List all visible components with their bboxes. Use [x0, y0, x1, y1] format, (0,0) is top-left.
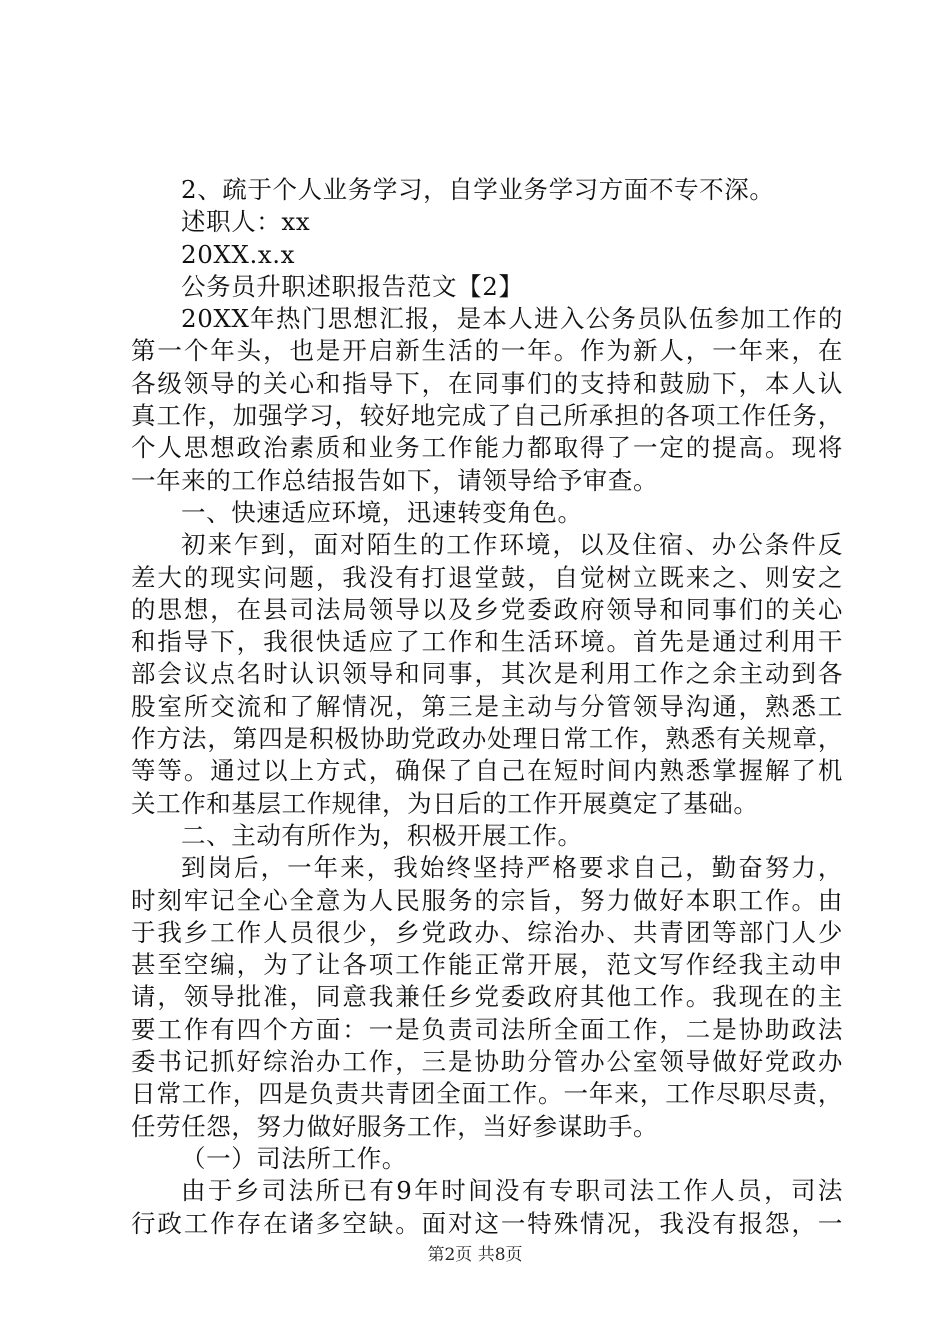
text-line: 2、疏于个人业务学习，自学业务学习方面不专不深。	[181, 175, 775, 204]
document-body	[131, 174, 843, 1240]
text-line: 关工作和基层工作规律，为日后的工作开展奠定了基础。	[131, 788, 759, 818]
text-line: 到岗后，一年来，我始终坚持严格要求自己，勤奋努力，	[181, 853, 843, 883]
text-line: 20XX.x.x	[181, 239, 296, 269]
text-line: 差大的现实问题，我没有打退堂鼓，自觉树立既来之、则安之	[131, 562, 843, 592]
page-footer: 第2页 共8页	[427, 1245, 523, 1265]
text-line: 任劳任怨，努力做好服务工作，当好参谋助手。	[131, 1111, 659, 1141]
text-line: 的思想，在县司法局领导以及乡党委政府领导和同事们的关心	[131, 594, 843, 624]
text-line: 述职人：xx	[181, 207, 311, 237]
text-line: 由于乡司法所已有9年时间没有专职司法工作人员，司法	[181, 1176, 843, 1206]
text-line: （一）司法所工作。	[181, 1143, 407, 1173]
text-line: 于我乡工作人员很少，乡党政办、综治办、共青团等部门人少	[131, 917, 843, 947]
text-line: 一、快速适应环境，迅速转变角色。	[181, 497, 583, 527]
text-line: 真工作，加强学习，较好地完成了自己所承担的各项工作任务，	[131, 401, 843, 431]
text-line: 20XX年热门思想汇报，是本人进入公务员队伍参加工作的	[181, 304, 843, 334]
text-line: 初来乍到，面对陌生的工作环境，以及住宿、办公条件反	[181, 530, 843, 560]
text-line: 一年来的工作总结报告如下，请领导给予审查。	[131, 465, 659, 495]
text-line: 作方法，第四是积极协助党政办处理日常工作，熟悉有关规章，	[131, 724, 843, 754]
text-line: 公务员升职述职报告范文【2】	[181, 271, 524, 301]
text-line: 委书记抓好综治办工作，三是协助分管办公室领导做好党政办	[131, 1047, 843, 1077]
text-line: 甚至空编，为了让各项工作能正常开展，范文写作经我主动申	[131, 950, 843, 980]
text-line: 行政工作存在诸多空缺。面对这一特殊情况，我没有报怨，一	[131, 1208, 843, 1238]
text-line: 时刻牢记全心全意为人民服务的宗旨，努力做好本职工作。由	[131, 885, 843, 915]
text-line: 日常工作，四是负责共青团全面工作。一年来，工作尽职尽责，	[131, 1079, 843, 1109]
text-line: 股室所交流和了解情况，第三是主动与分管领导沟通，熟悉工	[131, 691, 843, 721]
text-line: 二、主动有所作为，积极开展工作。	[181, 820, 583, 850]
text-line: 和指导下，我很快适应了工作和生活环境。首先是通过利用干	[131, 627, 843, 657]
text-line: 要工作有四个方面：一是负责司法所全面工作，二是协助政法	[131, 1014, 843, 1044]
text-line: 各级领导的关心和指导下，在同事们的支持和鼓励下，本人认	[131, 368, 843, 398]
text-line: 部会议点名时认识领导和同事，其次是利用工作之余主动到各	[131, 659, 843, 689]
text-line: 第一个年头，也是开启新生活的一年。作为新人，一年来，在	[131, 336, 843, 366]
text-line: 请，领导批准，同意我兼任乡党委政府其他工作。我现在的主	[131, 982, 843, 1012]
text-line: 个人思想政治素质和业务工作能力都取得了一定的提高。现将	[131, 433, 843, 463]
text-line: 等等。通过以上方式，确保了自己在短时间内熟悉掌握解了机	[131, 756, 843, 786]
